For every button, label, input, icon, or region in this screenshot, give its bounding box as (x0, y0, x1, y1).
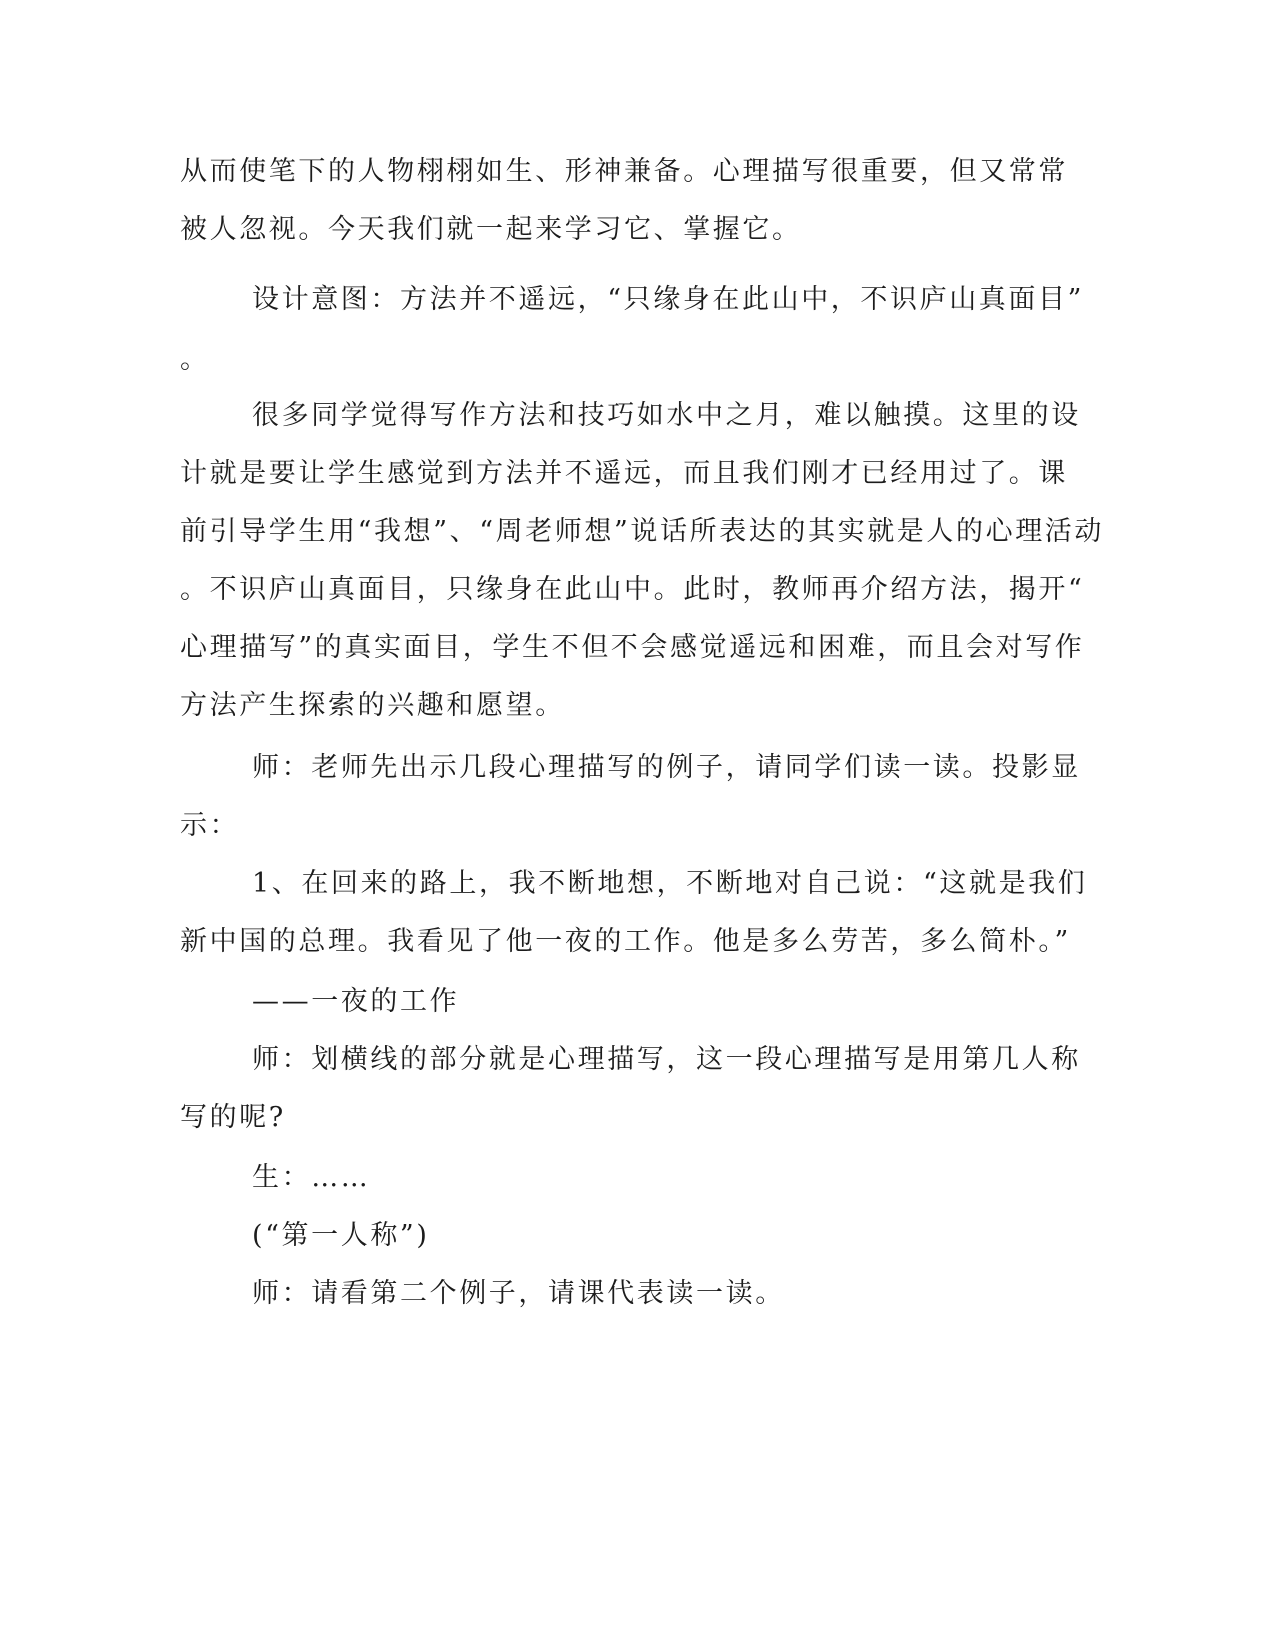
text-line: 师：老师先出示几段心理描写的例子，请同学们读一读。投影显 (252, 752, 1081, 783)
text-line: 新中国的总理。我看见了他一夜的工作。他是多么劳苦，多么简朴。” (180, 926, 1071, 957)
text-line: 很多同学觉得写作方法和技巧如水中之月，难以触摸。这里的设 (252, 400, 1081, 431)
text-line: 示： (180, 810, 240, 841)
text-line: 写的呢? (180, 1102, 286, 1133)
text-line: 心理描写”的真实面目，学生不但不会感觉遥远和困难，而且会对写作 (180, 632, 1085, 663)
text-line: 。不识庐山真面目，只缘身在此山中。此时，教师再介绍方法，揭开“ (180, 574, 1085, 605)
text-line: 生：…… (252, 1162, 371, 1193)
text-line: 方法产生探索的兴趣和愿望。 (180, 690, 565, 721)
text-line: 设计意图：方法并不遥远，“只缘身在此山中，不识庐山真面目” (252, 284, 1085, 315)
text-line: (“第一人称”) (252, 1220, 430, 1251)
text-line: 被人忽视。今天我们就一起来学习它、掌握它。 (180, 214, 802, 245)
text-line: 1、在回来的路上，我不断地想，不断地对自己说：“这就是我们 (252, 868, 1088, 899)
text-line: 计就是要让学生感觉到方法并不遥远，而且我们刚才已经用过了。课 (180, 458, 1068, 489)
text-line: 从而使笔下的人物栩栩如生、形神兼备。心理描写很重要，但又常常 (180, 156, 1068, 187)
text-line: 。 (180, 344, 210, 375)
text-line: 师：划横线的部分就是心理描写，这一段心理描写是用第几人称 (252, 1044, 1081, 1075)
text-line: 师：请看第二个例子，请课代表读一读。 (252, 1278, 785, 1309)
text-line: 前引导学生用“我想”、“周老师想”说话所表达的其实就是人的心理活动 (180, 516, 1105, 547)
text-line: ——一夜的工作 (252, 986, 460, 1017)
